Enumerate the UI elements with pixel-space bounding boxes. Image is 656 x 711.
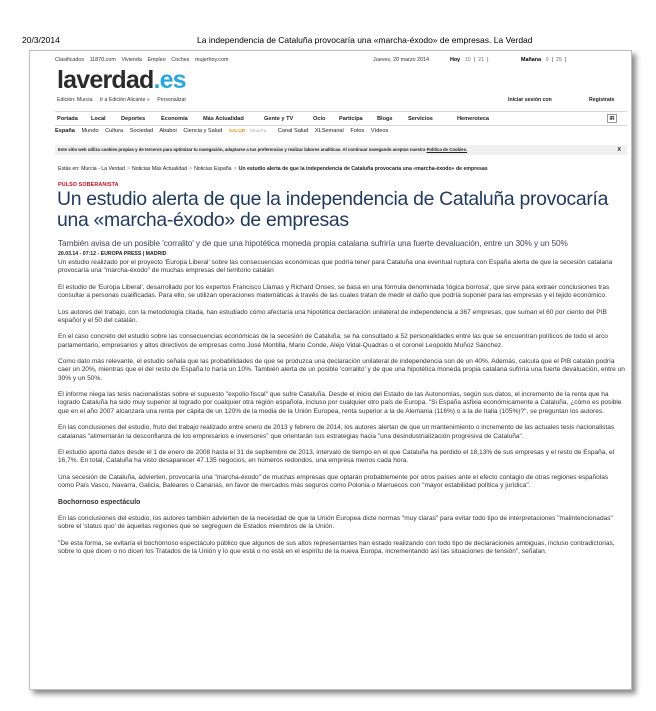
weather-tomorrow-high: 25 [555, 57, 562, 63]
login-box [508, 97, 615, 103]
register-link[interactable]: Regístrate [589, 97, 615, 103]
subnav-salud-revista[interactable] [229, 129, 272, 134]
page-content [55, 51, 627, 690]
breadcrumb-prefix: Estás en: [58, 166, 80, 172]
subnav-item-espana[interactable]: España [55, 128, 75, 134]
breadcrumb-link[interactable]: Noticias Más Actualidad [131, 166, 188, 172]
nav-item-gente-tv[interactable]: Gente y TV [264, 116, 294, 122]
article-body [58, 259, 625, 565]
edition-bar [57, 97, 192, 103]
article-subtitle: También avisa de un posible 'corralito' y de que una hipotética moneda propia catalana sufriría una fuerte devaluación, entre un 30% y un 50% [58, 238, 568, 248]
subnav-item[interactable]: Fotos [350, 128, 365, 134]
printed-page [29, 50, 632, 690]
nav-item-ocio[interactable]: Ocio [313, 116, 326, 122]
article-paragraph: Una secesión de Cataluña, advierten, provocaría una "marcha-éxodo" de muchas empresas que optarán probablemente por otros países ante el efecto contagio de otras regiones españolas como País Vasco, Navarra, Galicia, Baleares o Canarias, en favor de mercados más seguros como Polonia o Marruecos con "mayor estabilidad política y jurídica". [58, 473, 609, 490]
cookie-banner [55, 145, 627, 155]
cookie-text: Este sitio web utiliza cookies propias y de terceros para optimizar tu navegación, adaptarse a tus preferencias y realizar labores analíticas. Al continuar navegando aceptas nuestra [58, 147, 426, 152]
article-paragraph: El informe niega las tesis nacionalistas sobre el supuesto "expolio fiscal" que sufre Cataluña. Desde el inicio del Estado de las Autonomías, según sus datos, el incremento de la renta que ha logrado Cataluña ha sido muy superior al logrado por cualquier otra región española, incluso por cualquier otro país de Europa. "Si España asfixia económicamente a Cataluña, ¿cómo es posible que en el año 2007 alcanzara una renta per cápita de un 120% de la media de la Unión Europea, renta superior a la de Alemania (116%) o a la de Italia (105%)?", se preguntan los autores. [58, 391, 622, 415]
weather-today-high: 21 [478, 57, 485, 63]
logo-main: laverdad [57, 66, 154, 94]
ir-button[interactable]: IR [607, 114, 617, 123]
print-date: 20/3/2014 [22, 35, 60, 45]
nav-item-mas-actualidad[interactable]: Más Actualidad [203, 116, 244, 122]
article-title: Un estudio alerta de que la independencia de Cataluña provocaría una «marcha-éxodo» de empresas [57, 188, 609, 231]
signin-link[interactable]: Iniciar sesión con [508, 97, 552, 103]
article-paragraph: En las conclusiones del estudio, fruto del trabajo realizado entre enero de 2013 y febrero de 2014, los autores alertan de que un mantenimiento o incremento de las actuales tesis nacionalistas catalanas "alimentarán la desconfianza de los empresarios e inversores" que orientarán sus estrategias hacia "una desindustrialización progresiva de Cataluña". [58, 424, 615, 440]
subnav-item[interactable]: Cultura [105, 128, 124, 134]
top-link[interactable]: Clasificados [55, 57, 85, 63]
article-paragraph: "De esta forma, se evitaría el bochornoso espectáculo público que algunos de sus altos representantes han estado realizando con todo tipo de declaraciones ambiguas, incluso contradictorias, sobre lo que dicen o no dicen los Tratados de la Unión y lo que está o no está en el espíritu de la nueva Europa, incrementando así las situaciones de tensión", señalan. [58, 540, 615, 556]
breadcrumb-current: Un estudio alerta de que la independencia de Cataluña provocaría una «marcha-éxodo» de empresas [238, 166, 488, 172]
nav-item-hemeroteca[interactable]: Hemeroteca [457, 116, 490, 122]
weather-today[interactable]: Hoy 10 | 21 | [450, 57, 489, 63]
subnav-item[interactable]: Ciencia y Salud [183, 128, 223, 134]
edition-alternate-link[interactable]: Ir a Edición Alicante » [99, 97, 150, 103]
subnav-item[interactable]: Ababoi [159, 128, 177, 134]
nav-item-servicios[interactable]: Servicios [408, 116, 433, 122]
salud-revista-label: REVISTA [250, 129, 267, 133]
nav-item-deportes[interactable]: Deportes [121, 116, 146, 122]
top-link[interactable]: Empleo [147, 57, 166, 63]
site-logo[interactable] [57, 67, 186, 93]
nav-item-blogs[interactable]: Blogs [377, 116, 393, 122]
nav-item-economia[interactable]: Economía [161, 116, 188, 122]
current-date: Jueves, 20 marzo 2014 [373, 57, 430, 63]
subnav-item[interactable]: XLSemanal [314, 128, 344, 134]
breadcrumb-separator: > [233, 166, 237, 172]
close-icon[interactable]: X [617, 147, 621, 153]
top-link[interactable]: mujerhoy.com [195, 57, 229, 63]
weather-today-low: 10 [464, 57, 471, 63]
breadcrumb-separator: > [189, 166, 193, 172]
section-heading: Bochornoso espectáculo [58, 498, 141, 506]
article-paragraph: El estudio de 'Europa Liberal', desarrollado por los expertos Francisco Llamas y Richard Onses, se basa en una fórmula denominada 'lógica borrosa', que sirve para extraer conclusiones tras consultar a personas cualificadas. Para ello, se utilizan operaciones matemáticas a través de las cuales tratan de medir el daño que podría suponer para las empresas y el tejido económico. [58, 283, 610, 300]
breadcrumb [58, 166, 488, 172]
breadcrumb-separator: > [126, 166, 130, 172]
top-link[interactable]: 11870.com [89, 57, 116, 63]
edition-current: Edición: Murcia [57, 97, 93, 103]
article-paragraph: En el caso concreto del estudio sobre las consecuencias económicas de la secesión de Cataluña, se ha consultado a 52 personalidades entre las que se encuentran políticos de todo el arco parlamentario, empresarios y altos directivos de empresas como José Montilla, Mario Conde, Alejo Vidal-Quadras o el coronel Leopoldo Muñoz Sánchez. [58, 333, 608, 349]
top-link[interactable]: Vivienda [121, 57, 142, 63]
article-paragraph: El estudio aporta datos desde el 1 de enero de 2008 hasta el 31 de septiembre de 2013, intervalo de tiempo en el que Cataluña ha perdido el 18,13% de sus empresas y el resto de España, el 16,7%. En total, Cataluña ha visto desaparecer 47.135 negocios, en números redondos, una empresa menos cada hora. [58, 449, 615, 465]
print-title: La independencia de Cataluña provocaría una «marcha-éxodo» de empresas. La Verdad [197, 35, 533, 45]
logo-tld: .es [153, 66, 186, 94]
weather-tomorrow-label: Mañana [521, 57, 542, 63]
breadcrumb-link[interactable]: Murcia - La Verdad [81, 166, 125, 172]
salud-label: SALUD [228, 129, 246, 134]
article-paragraph: Un estudio realizado por el proyecto 'Europa Liberal' sobre las consecuencias económicas que podría tener para Cataluña una eventual ruptura con España alerta de que la secesión catalana provocaría una "marcha-éxodo" de muchas empresas del territorio catalán [58, 259, 613, 275]
article-kicker: PULSO SOBERANISTA [58, 182, 119, 188]
main-nav [55, 111, 627, 126]
sub-nav [55, 128, 627, 140]
subnav-item[interactable]: Sociedad [129, 128, 154, 134]
nav-item-local[interactable]: Local [91, 116, 106, 122]
cookie-policy-link[interactable]: Política de Cookies. [426, 147, 468, 152]
article-dateline: 20.03.14 - 07:12 - EUROPA PRESS | MADRID [58, 251, 167, 257]
subnav-item[interactable]: Mundo [81, 128, 99, 134]
weather-today-label: Hoy [450, 57, 461, 63]
print-header [22, 35, 634, 51]
subnav-item[interactable]: Canal Salud [277, 128, 309, 134]
article-paragraph: En las conclusiones del estudio, los autores también advierten de la necesidad de que la Unión Europea dicte normas "muy claras" para evitar todo tipo de interpretaciones "malintencionadas" sobre el 'status quo' de aquellas regiones que se segreguen de Estados miembros de la Unión. [58, 515, 613, 531]
breadcrumb-link[interactable]: Noticias España [194, 166, 232, 172]
weather-tomorrow[interactable]: Mañana 9 | 25 | [521, 57, 567, 63]
subnav-item[interactable]: Vídeos [370, 128, 389, 134]
nav-item-portada[interactable]: Portada [57, 116, 78, 122]
top-link[interactable]: Coches [171, 57, 190, 63]
weather-tomorrow-low: 9 [545, 57, 549, 63]
article-paragraph: Como dato más relevante, el estudio señala que las probabilidades de que se produzca una declaración unilateral de independencia son de un 40%. Además, calcula que el PIB catalán podría caer un 20%, mientras que el del resto de España lo haría un 10%. También alerta de un posible 'corralito' y de que una hipotética moneda propia catalana sufriría una fuerte devaluación, entre un 30% y un 50%. [58, 358, 625, 382]
personalize-link[interactable]: Personalizar [157, 97, 187, 103]
nav-item-participa[interactable]: Participa [339, 116, 363, 122]
article-paragraph: Los autores del trabajo, con la metodología citada, han estudiado cómo afectaría una hipotética declaración unilateral de independencia a 367 empresas, que suman el 60 por ciento del PIB español y el 50 del catalán. [58, 308, 607, 324]
